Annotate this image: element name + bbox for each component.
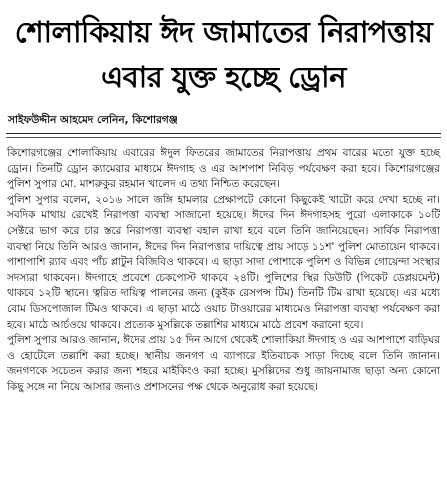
article-body <box>4 146 443 396</box>
headline <box>4 10 443 100</box>
paragraph-3: পুলিশ সুপার আরও জানান, ঈদের প্রায় ১৫ দিন আগে থেকেই শোলাকিয়া ঈদগাহ ও এর আশপাশে বাড়িঘর ও হোটেলে তল্লাশি করা হচ্ছে। স্থানীয় জনগণ এ ব্যাপারে ইতিবাচক সাড়া দিচ্ছে বলে তিনি জানান। জনগণকে সচেতন করার জন্য শহরে মাইকিংও করা হচ্ছে। মুসল্লিদের শুধু জায়নামাজ ছাড়া অন্য কোনো কিছু সঙ্গে না নিয়ে আসার জন্যও প্রশাসনের পক্ষ থেকে অনুরোধ করা হয়েছে। <box>7 334 440 393</box>
paragraph-2: পুলিশ সুপার বলেন, ২০১৬ সালে জঙ্গি হামলার প্রেক্ষাপটে কোনো কিছুকেই খাটো করে দেখা হচ্ছে না। সবদিক মাথায় রেখেই নিরাপত্তা ব্যবস্থা সাজানো হয়েছে। ঈদের দিন ঈদগাহসহ পুরো এলাকাকে ১০টি সেক্টরে ভাগ করে চার স্তরে নিরাপত্তা ব্যবস্থা বহাল রাখা হবে বলে তিনি জানিয়েছেন। সার্বিক নিরাপত্তা ব্যবস্থা নিয়ে তিনি আরও জানান, ঈদের দিন নিরাপত্তার দায়িত্বে প্রায় সাড়ে ১১শ' পুলিশ মোতায়েন থাকবে। পাশাপাশি র‍্যাব এবং পাঁচ প্লাটুন বিজিবিও থাকবে। এ ছাড়া সাদা পোশাকে পুলিশ ও বিভিন্ন গোয়েন্দা সংস্থার সদস্যরা থাকবেন। ঈদগাহে প্রবেশে চেকপোস্ট থাকবে ২৪টি। পুলিশের স্থির ডিউটি (পিকেট ডেপ্লয়মেন্ট) থাকবে ১২টি স্থানে। ত্বরিত দায়িত্ব পালনের জন্য (কুইক রেসপন্স টিম) তিনটি টিম রাখা হয়েছে। এর মধ্যে বোম ডিসপোজাল টিমও থাকবে। এ ছাড়া মাঠে ওয়াচ টাওয়ারের মাধ্যমেও নিরাপত্তা ব্যবস্থা পর্যবেক্ষণ করা হবে। মাঠে আর্চওয়ে থাকবে। প্রত্যেক মুসল্লিকে তল্লাশির মাধ্যমে মাঠে প্রবেশ করানো হবে। <box>7 193 440 331</box>
headline-line-2: এবার যুক্ত হচ্ছে ড্রোন <box>101 60 346 94</box>
paragraph-1: কিশোরগঞ্জের শোলাকিয়ায় এবারের ঈদুল ফিতরের জামাতের নিরাপত্তায় প্রথম বারের মতো যুক্ত হচ্ছে ড্রোন। তিনটি ড্রোন ক্যামেরার মাধ্যমে ঈদগাহ ও এর আশপাশ নিবিড় পর্যবেক্ষণ করা হবে। কিশোরগঞ্জের পুলিশ সুপার মো. মাশরুকুর রহমান খালেদ এ তথ্য নিশ্চিত করেছেন। <box>7 147 440 191</box>
divider-secondary <box>6 137 441 138</box>
headline-line-1: শোলাকিয়ায় ঈদ জামাতের নিরাপত্তায় <box>14 15 433 49</box>
divider <box>6 133 441 134</box>
byline: সাইফউদ্দীন আহমেদ লেনিন, কিশোরগঞ্জ <box>8 114 178 126</box>
